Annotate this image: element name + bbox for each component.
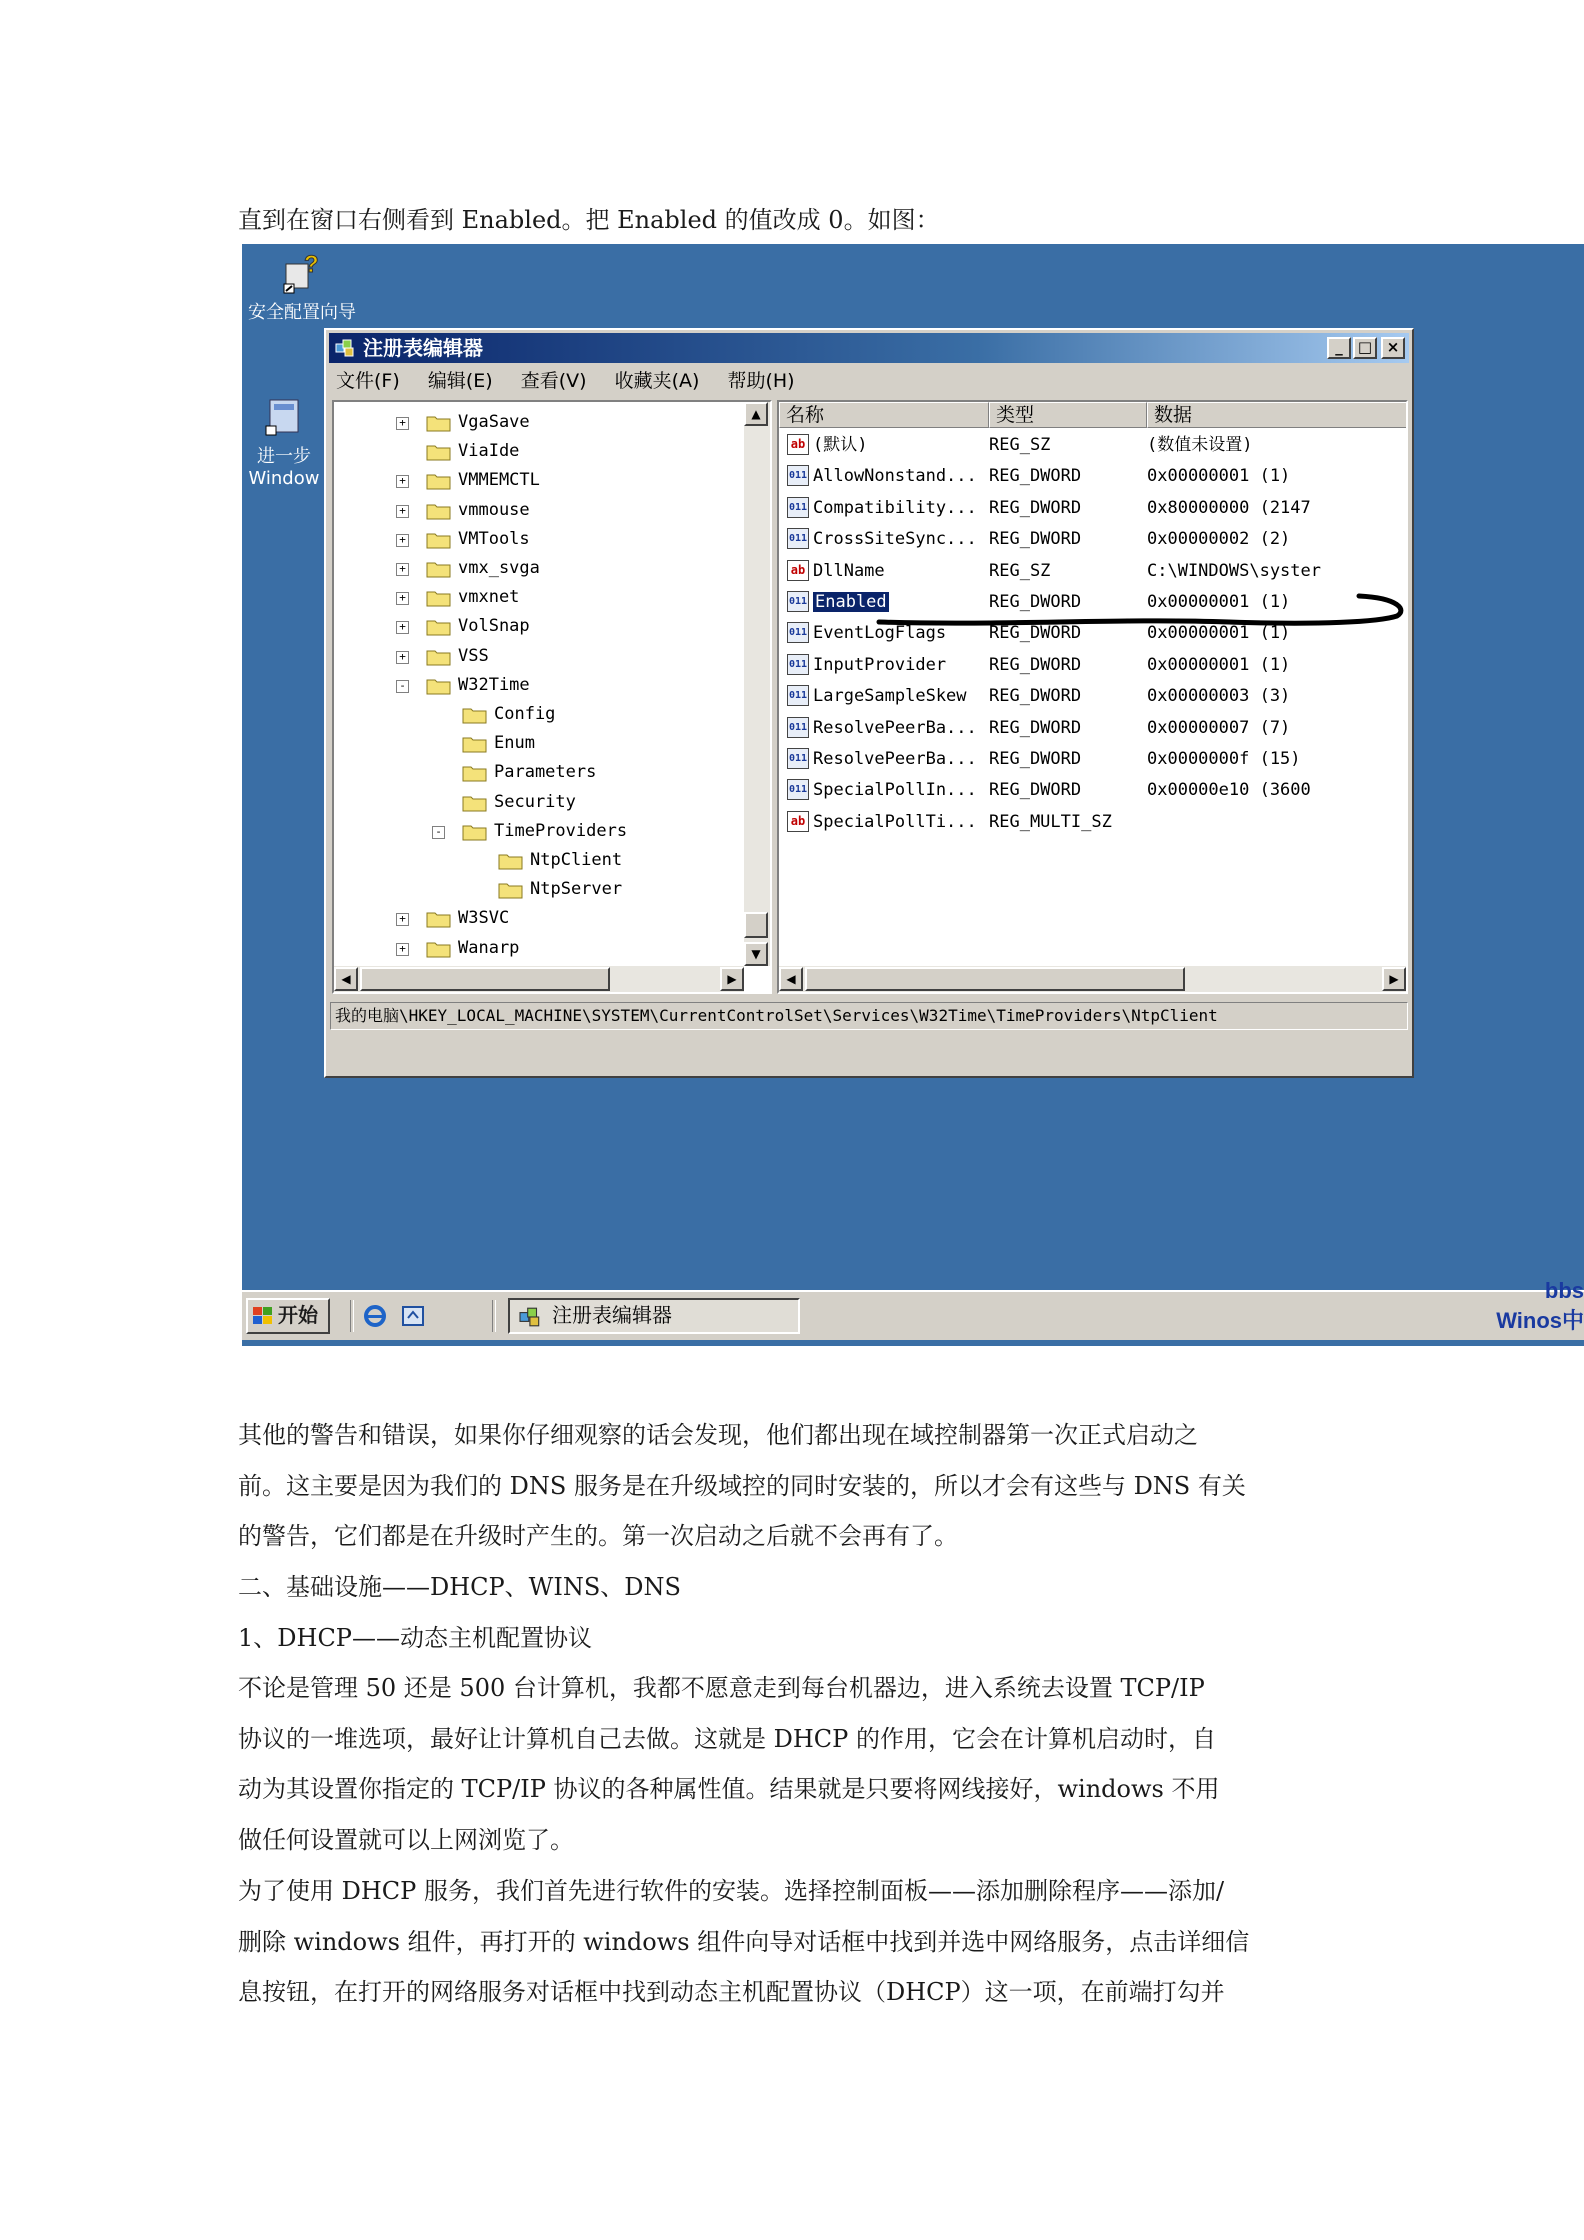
list-scroll-right-button[interactable]: ▶	[1382, 967, 1406, 991]
window-title: 注册表编辑器	[363, 336, 483, 360]
folder-icon	[462, 706, 488, 724]
value-row[interactable]	[779, 713, 1408, 743]
folder-icon	[426, 443, 452, 461]
tree-item-label: W32Time	[458, 674, 530, 695]
folder-icon	[426, 589, 452, 607]
expand-icon[interactable]: +	[396, 913, 409, 926]
value-data: 0x00000001 (1)	[1147, 623, 1291, 644]
minimize-button[interactable]: _	[1327, 337, 1351, 359]
value-type: REG_DWORD	[989, 466, 1082, 487]
binary-value-icon: 011	[787, 622, 809, 643]
expand-icon[interactable]: +	[396, 475, 409, 488]
binary-value-icon: 011	[787, 717, 809, 738]
taskbar	[242, 1290, 1584, 1340]
value-name-text: AllowNonstand...	[813, 466, 977, 487]
watermark-bottom: Winos中	[1496, 1308, 1584, 1333]
manage-server-label: 进一步	[257, 446, 311, 467]
tree-item-label: VgaSave	[458, 412, 530, 432]
value-type: REG_DWORD	[989, 623, 1082, 644]
value-name-text: LargeSampleSkew	[813, 686, 967, 707]
value-name-text: (默认)	[813, 435, 868, 455]
folder-icon	[498, 881, 524, 899]
tree-hscroll-thumb[interactable]	[360, 967, 610, 991]
value-type: REG_DWORD	[989, 717, 1082, 738]
string-value-icon: ab	[787, 811, 809, 832]
scroll-down-button[interactable]: ▼	[744, 942, 768, 966]
folder-icon	[462, 823, 488, 841]
paragraph-warnings: 其他的警告和错误，如果你仔细观察的话会发现，他们都出现在域控制器第一次正式启动之 前。这主要是因为我们的 DNS 服务是在升级域控的同时安装的，所以才会有这些与 DNS 有关 的警告，它们都是在升级时产生的。第一次启动之后就不会再有了。	[238, 1421, 1246, 1551]
expand-icon[interactable]: +	[396, 505, 409, 518]
value-name	[813, 461, 988, 491]
value-type: REG_DWORD	[989, 686, 1082, 707]
value-data: 0x00000007 (7)	[1147, 717, 1291, 738]
collapse-icon[interactable]: -	[432, 826, 445, 839]
value-name-text: SpecialPollTi...	[813, 811, 977, 832]
svg-text:?: ?	[304, 251, 319, 278]
value-type: REG_DWORD	[989, 780, 1082, 801]
value-name	[813, 744, 988, 774]
folder-icon	[426, 677, 452, 695]
binary-value-icon: 011	[787, 779, 809, 800]
tree-item-label: W3SVC	[458, 908, 510, 929]
security-wizard-icon	[280, 250, 324, 294]
value-data: 0x00000001 (1)	[1147, 654, 1291, 675]
folder-icon	[426, 910, 452, 928]
value-row[interactable]	[779, 430, 1408, 460]
value-name	[813, 524, 988, 554]
menu-view[interactable]: 查看(V)	[520, 370, 587, 392]
tree-item-label: ViaIde	[458, 441, 520, 462]
value-row[interactable]	[779, 775, 1408, 805]
handdrawn-highlight-mark	[799, 592, 1408, 642]
value-name	[813, 650, 988, 680]
value-type: REG_DWORD	[989, 592, 1082, 612]
expand-icon[interactable]: +	[396, 943, 409, 956]
folder-icon	[462, 794, 488, 812]
list-horizontal-scrollbar[interactable]	[779, 966, 1406, 992]
value-data: 0x0000000f (15)	[1147, 749, 1301, 769]
value-name	[813, 713, 988, 743]
show-desktop-icon[interactable]	[400, 1304, 426, 1328]
value-type: REG_SZ	[989, 560, 1051, 581]
value-name-text: DllName	[813, 560, 885, 581]
tree-item-label: vmmouse	[458, 499, 530, 520]
start-label: 开始	[278, 1303, 318, 1327]
scroll-up-button[interactable]: ▲	[744, 402, 768, 426]
binary-value-icon: 011	[787, 497, 809, 518]
tree-item-label: Parameters	[494, 762, 597, 783]
desktop-screenshot	[242, 244, 1584, 1346]
paragraph-dhcp-install: 为了使用 DHCP 服务，我们首先进行软件的安装。选择控制面板——添加删除程序——添加/ 删除 windows 组件，再打开的 windows 组件向导对话框中找到并选中网络服务，点击详细信 息按钮，在打开的网络服务对话框中找到动态主机配置协议（DHCP）这一项，在前端打勾并	[238, 1877, 1250, 2007]
folder-icon	[426, 618, 452, 636]
list-scroll-left-button[interactable]: ◀	[779, 967, 803, 991]
value-type: REG_DWORD	[989, 654, 1082, 675]
folder-icon	[426, 472, 452, 490]
value-data: C:\WINDOWS\syster	[1147, 560, 1321, 581]
start-button[interactable]	[246, 1298, 330, 1334]
folder-icon	[426, 560, 452, 578]
value-name-text: ResolvePeerBa...	[813, 749, 977, 769]
value-row[interactable]	[779, 744, 1408, 774]
value-data: (数值未设置)	[1147, 435, 1253, 455]
windows-logo-icon	[252, 1306, 274, 1326]
string-value-icon: ab	[787, 560, 809, 581]
section-heading-infrastructure: 二、基础设施——DHCP、WINS、DNS	[238, 1573, 681, 1601]
value-data: 0x00000002 (2)	[1147, 529, 1291, 550]
value-name	[813, 681, 988, 711]
value-row[interactable]	[779, 461, 1408, 491]
intro-text: 直到在窗口右侧看到 Enabled。把 Enabled 的值改成 0。如图：	[238, 206, 940, 234]
regedit-window	[324, 328, 1414, 1078]
menu-edit[interactable]: 编辑(E)	[427, 370, 493, 392]
value-row[interactable]	[779, 681, 1408, 711]
value-data: 0x00000001 (1)	[1147, 592, 1291, 612]
expand-icon[interactable]: +	[396, 534, 409, 547]
value-name	[813, 430, 988, 460]
expand-icon[interactable]: +	[396, 651, 409, 664]
folder-icon	[426, 414, 452, 432]
collapse-icon[interactable]: -	[396, 680, 409, 693]
menu-file[interactable]: 文件(F)	[336, 370, 400, 392]
folder-icon	[462, 735, 488, 753]
binary-value-icon: 011	[787, 591, 809, 612]
value-type: REG_MULTI_SZ	[989, 811, 1112, 832]
column-header-name[interactable]: 名称	[779, 402, 989, 428]
expand-icon[interactable]: +	[396, 621, 409, 634]
column-header-data[interactable]: 数据	[1147, 402, 1408, 428]
value-name	[813, 807, 988, 837]
folder-icon	[426, 940, 452, 958]
status-bar: 我的电脑\HKEY_LOCAL_MACHINE\SYSTEM\CurrentControlSet\Services\W32Time\TimeProviders\NtpClient	[330, 1002, 1408, 1030]
value-data: 0x00000e10 (3600	[1147, 780, 1311, 801]
regedit-task-icon	[518, 1306, 544, 1328]
paragraph-dhcp-intro: 不论是管理 50 还是 500 台计算机，我都不愿意走到每台机器边，进入系统去设置 TCP/IP 协议的一堆选项，最好让计算机自己去做。这就是 DHCP 的作用，它会在计算机启动时，自 动为其设置你指定的 TCP/IP 协议的各种属性值。结果就是只要将网线接好，windows 不用 做任何设置就可以上网浏览了。	[238, 1674, 1220, 1854]
tree-item-label: vmxnet	[458, 587, 520, 608]
expand-icon[interactable]: +	[396, 563, 409, 576]
value-type: REG_DWORD	[989, 497, 1082, 518]
tree-scroll-thumb[interactable]	[744, 912, 768, 938]
value-row[interactable]	[779, 556, 1408, 586]
scroll-right-button[interactable]: ▶	[720, 967, 744, 991]
tree-item-label: VMTools	[458, 528, 530, 549]
security-wizard-label: 安全配置向导	[248, 302, 356, 323]
tree-item-label: VMMEMCTL	[458, 470, 540, 491]
tree-item-label: Security	[494, 791, 576, 812]
value-name-text: ResolvePeerBa...	[813, 717, 977, 738]
subsection-heading-dhcp: 1、DHCP——动态主机配置协议	[238, 1624, 592, 1652]
key-tree-pane[interactable]	[332, 400, 772, 994]
value-name-text: InputProvider	[813, 654, 947, 675]
tree-item-label: NtpClient	[530, 850, 623, 870]
expand-icon[interactable]: +	[396, 417, 409, 430]
taskbar-divider	[350, 1300, 354, 1332]
value-name	[813, 556, 988, 586]
folder-icon	[462, 764, 488, 782]
value-name-text: Compatibility...	[813, 497, 977, 518]
value-name-text: SpecialPollIn...	[813, 780, 977, 801]
value-name-text: CrossSiteSync...	[813, 529, 977, 550]
tree-item-label: VSS	[458, 645, 489, 666]
manage-server-desktop-icon[interactable]	[242, 394, 334, 489]
scroll-left-button[interactable]: ◀	[334, 967, 358, 991]
value-list-pane[interactable]	[777, 400, 1408, 994]
folder-icon	[498, 852, 524, 870]
manage-server-sublabel: Window	[248, 468, 320, 489]
value-row[interactable]	[779, 650, 1408, 680]
value-type: REG_SZ	[989, 435, 1051, 455]
internet-explorer-icon[interactable]	[362, 1304, 388, 1328]
tree-item-label: VolSnap	[458, 616, 530, 637]
value-row[interactable]	[779, 524, 1408, 554]
value-name	[813, 493, 988, 523]
tree-item-label: TimeProviders	[494, 820, 628, 841]
tree-item-label: Wanarp	[458, 937, 520, 958]
menu-favorites[interactable]: 收藏夹(A)	[614, 370, 700, 392]
manage-server-icon	[262, 394, 306, 438]
folder-icon	[426, 648, 452, 666]
menu-bar	[336, 366, 817, 396]
security-wizard-desktop-icon[interactable]	[242, 250, 362, 324]
value-type: REG_DWORD	[989, 749, 1082, 769]
expand-icon[interactable]: +	[396, 592, 409, 605]
value-row[interactable]	[779, 807, 1408, 837]
binary-value-icon: 011	[787, 528, 809, 549]
folder-icon	[426, 502, 452, 520]
title-bar[interactable]	[329, 333, 1409, 363]
regedit-icon	[335, 338, 357, 358]
value-data: 0x00000001 (1)	[1147, 466, 1291, 487]
taskbar-regedit-label: 注册表编辑器	[552, 1303, 672, 1327]
tree-vertical-scrollbar[interactable]	[744, 402, 770, 966]
list-hscroll-thumb[interactable]	[805, 967, 1185, 991]
tree-horizontal-scrollbar[interactable]	[334, 966, 744, 992]
tree-item-label: Enum	[494, 733, 535, 754]
column-header-type[interactable]: 类型	[989, 402, 1147, 428]
value-data: 0x80000000 (2147	[1147, 497, 1311, 518]
tree-item-label: Config	[494, 704, 556, 724]
tree-item-label: vmx_svga	[458, 558, 540, 578]
menu-help[interactable]: 帮助(H)	[727, 370, 795, 392]
binary-value-icon: 011	[787, 748, 809, 769]
tree-item-label: NtpServer	[530, 879, 623, 900]
value-type: REG_DWORD	[989, 529, 1082, 550]
value-name-text: Enabled	[815, 592, 887, 612]
value-data: 0x00000003 (3)	[1147, 686, 1291, 707]
value-row[interactable]	[779, 493, 1408, 523]
binary-value-icon: 011	[787, 685, 809, 706]
taskbar-regedit-button[interactable]	[508, 1298, 800, 1334]
taskbar-divider-2	[492, 1300, 496, 1332]
watermark-top: bbs	[1544, 1278, 1584, 1303]
close-button[interactable]: ×	[1381, 337, 1405, 359]
value-name-text: EventLogFlags	[813, 623, 947, 644]
maximize-button[interactable]: □	[1353, 337, 1377, 359]
value-name	[813, 775, 988, 805]
string-value-icon: ab	[787, 434, 809, 455]
binary-value-icon: 011	[787, 654, 809, 675]
folder-icon	[426, 531, 452, 549]
binary-value-icon: 011	[787, 465, 809, 486]
